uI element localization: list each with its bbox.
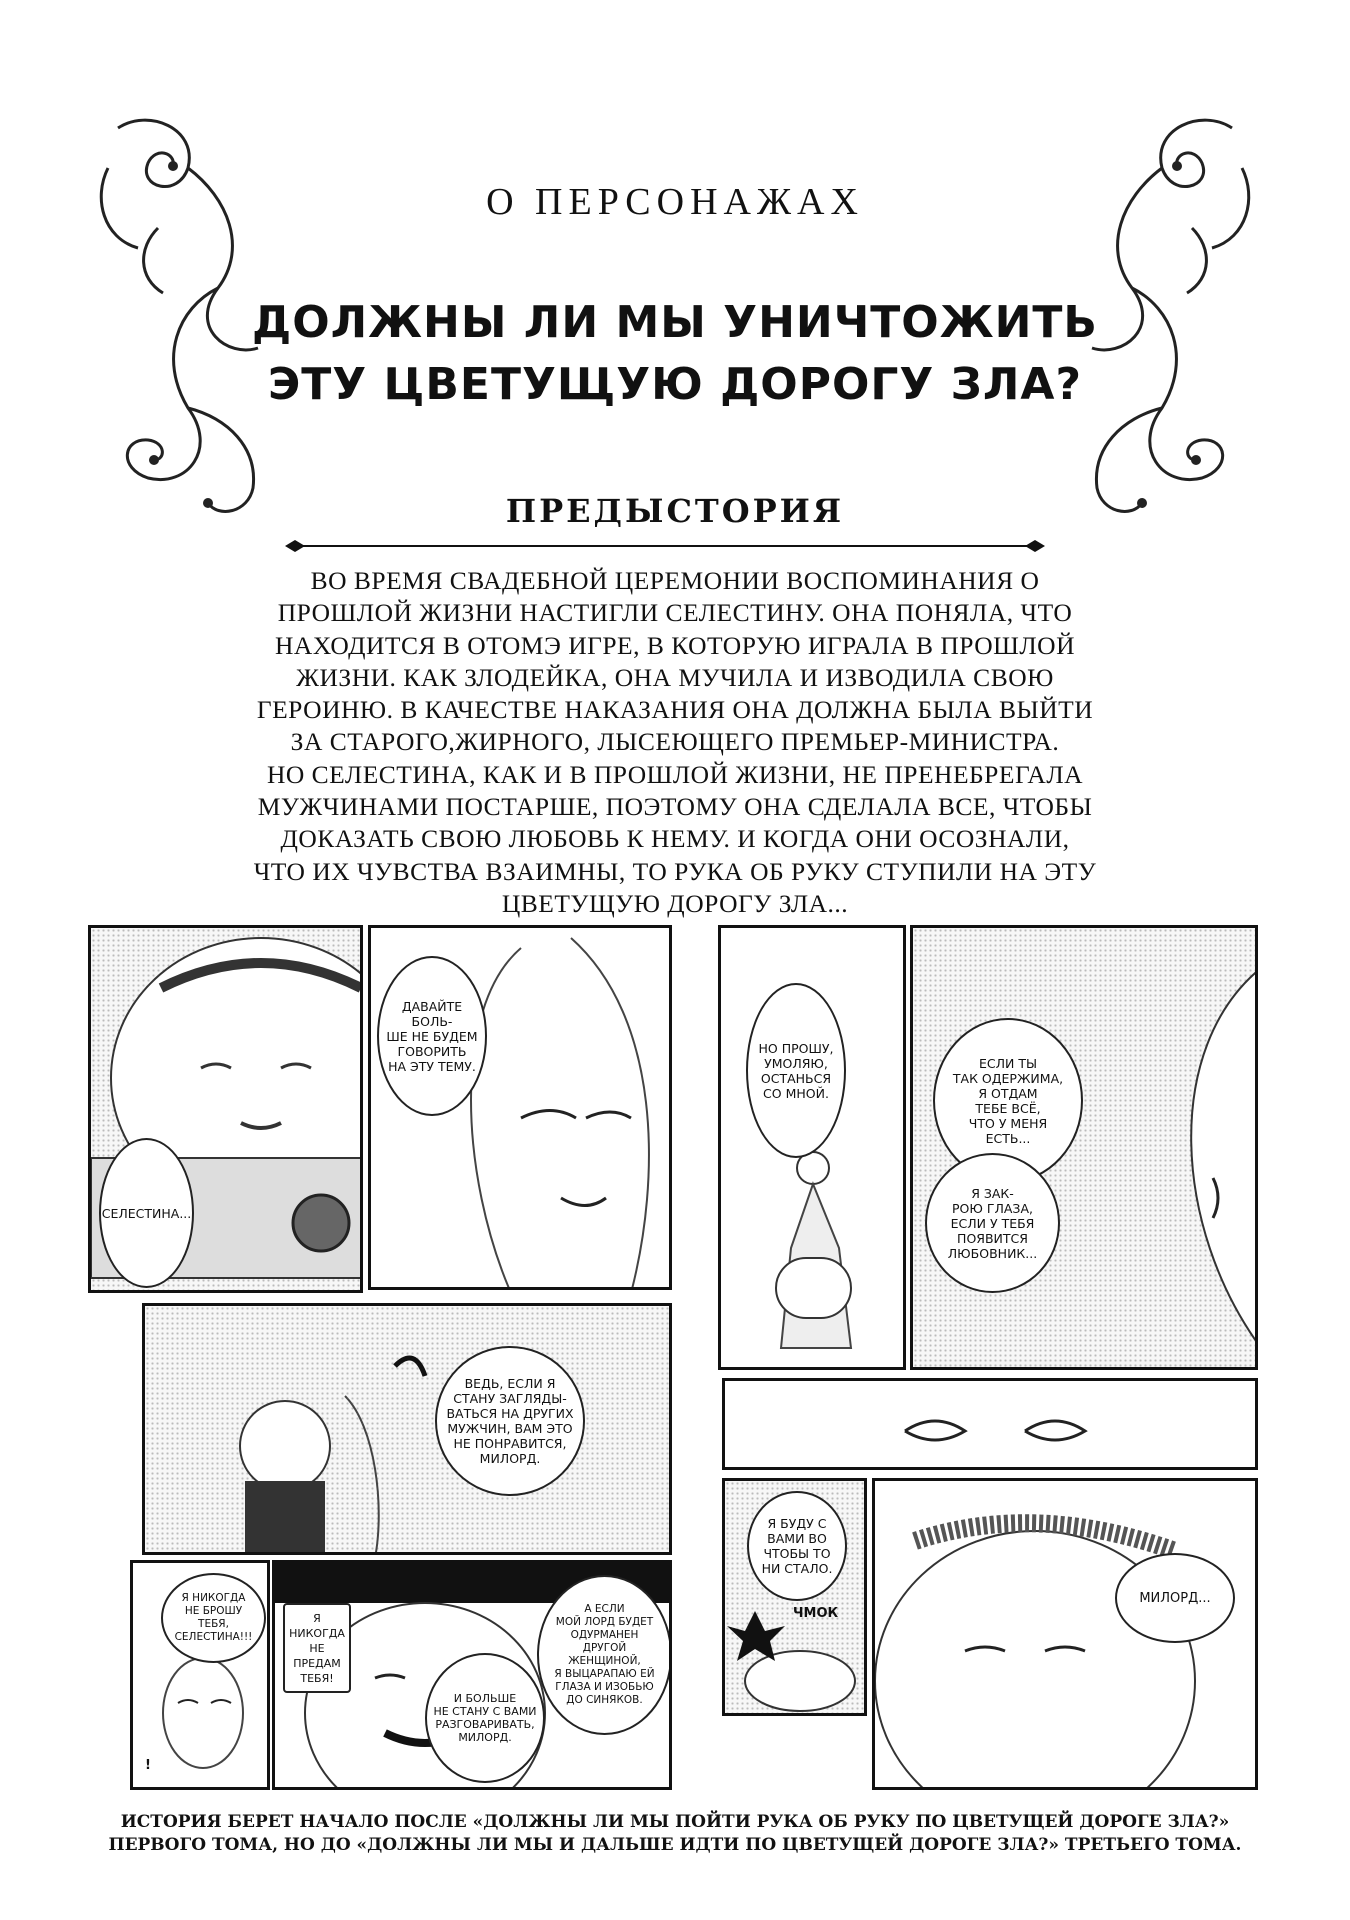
story-line: НО СЕЛЕСТИНА, КАК И В ПРОШЛОЙ ЖИЗНИ, НЕ ПРЕНЕБРЕГАЛА <box>266 759 1084 789</box>
speech-bubble-and-more: И БОЛЬШЕ НЕ СТАНУ С ВАМИ РАЗГОВАРИВАТЬ, МИЛОРД. <box>425 1653 545 1783</box>
story-line: ДОКАЗАТЬ СВОЮ ЛЮБОВЬ К НЕМУ. И КОГДА ОНИ ОСОЗНАЛИ, <box>280 824 1070 854</box>
story-line: НАХОДИТСЯ В ОТОМЭ ИГРЕ, В КОТОРУЮ ИГРАЛА В ПРОШЛОЙ <box>274 630 1076 660</box>
speech-bubble-never-leave: Я НИКОГДА НЕ БРОШУ ТЕБЯ, СЕЛЕСТИНА!!! <box>161 1573 266 1663</box>
story-line: ЗА СТАРОГО,ЖИРНОГО, ЛЫСЕЮЩЕГО ПРЕМЬЕР-МИНИСТРА. <box>290 727 1060 757</box>
story-summary <box>200 565 1150 920</box>
page-title <box>0 292 1350 416</box>
panel-art-dance <box>145 1306 672 1555</box>
story-line: ЖИЗНИ. КАК ЗЛОДЕЙКА, ОНА МУЧИЛА И ИЗВОДИЛА СВОЮ <box>296 662 1054 692</box>
speech-bubble-please-stay: НО ПРОШУ, УМОЛЯЮ, ОСТАНЬСЯ СО МНОЙ. <box>746 983 846 1158</box>
manga-panel-minister-vow <box>272 1560 672 1790</box>
title-line: ДОЛЖНЫ ЛИ МЫ УНИЧТОЖИТЬ <box>252 297 1098 348</box>
title-line: ЭТУ ЦВЕТУЩУЮ ДОРОГУ ЗЛА? <box>267 359 1083 410</box>
divider-line <box>285 538 1045 554</box>
footer-line: ПЕРВОГО ТОМА, НО ДО «ДОЛЖНЫ ЛИ МЫ И ДАЛЬШЕ ИДТИ ПО ЦВЕТУЩЕЙ ДОРОГЕ ЗЛА?» ТРЕТЬЕГО ТОМА. <box>108 1835 1242 1855</box>
speech-bubble-close-eyes: Я ЗАК- РОЮ ГЛАЗА, ЕСЛИ У ТЕБЯ ПОЯВИТСЯ ЛЮБОВНИК... <box>925 1153 1060 1293</box>
manga-panel-milord <box>872 1478 1258 1790</box>
speech-bubble-never-betray: Я НИКОГДА НЕ ПРЕДАМ ТЕБЯ! <box>283 1603 351 1693</box>
story-line: ПРОШЛОЙ ЖИЗНИ НАСТИГЛИ СЕЛЕСТИНУ. ОНА ПОНЯЛА, ЧТО <box>277 598 1073 628</box>
speech-bubble-other-men: ВЕДЬ, ЕСЛИ Я СТАНУ ЗАГЛЯДЫ- ВАТЬСЯ НА ДРУГИХ МУЖЧИН, ВАМ ЭТО НЕ ПОНРАВИТСЯ, МИЛОРД. <box>435 1346 585 1496</box>
speech-bubble-if-my-lord: А ЕСЛИ МОЙ ЛОРД БУДЕТ ОДУРМАНЕН ДРУГОЙ ЖЕНЩИНОЙ, Я ВЫЦАРАПАЮ ЕЙ ГЛАЗА И ИЗОБЬЮ ДО СИНЯКОВ. <box>537 1575 672 1735</box>
manga-panel-celestina-smile <box>368 925 672 1290</box>
speech-bubble-milord: МИЛОРД... <box>1115 1553 1235 1643</box>
manga-panel-kiss <box>722 1478 867 1716</box>
manga-panel-eyes <box>722 1378 1258 1470</box>
speech-bubble-lets-not-talk: ДАВАЙТЕ БОЛЬ- ШЕ НЕ БУДЕМ ГОВОРИТЬ НА ЭТУ ТЕМУ. <box>377 956 487 1116</box>
prehistory-title: ПРЕДЫСТОРИЯ <box>505 492 845 530</box>
manga-panel-standing-girl <box>718 925 906 1370</box>
speech-bubble-i-will-be: Я БУДУ С ВАМИ ВО ЧТОБЫ ТО НИ СТАЛО. <box>747 1491 847 1601</box>
story-line: МУЖЧИНАМИ ПОСТАРШЕ, ПОЭТОМУ ОНА СДЕЛАЛА ВСЕ, ЧТОБЫ <box>257 792 1093 822</box>
panel-art-eyes <box>725 1381 1258 1470</box>
story-line: ЦВЕТУЩУЮ ДОРОГУ ЗЛА... <box>501 888 849 918</box>
sfx-kiss-sound: ЧМОК <box>793 1606 839 1621</box>
story-line: ЧТО ИХ ЧУВСТВА ВЗАИМНЫ, ТО РУКА ОБ РУКУ СТУПИЛИ НА ЭТУ <box>253 856 1097 886</box>
manga-panel-celestina-small <box>130 1560 270 1790</box>
story-line: ВО ВРЕМЯ СВАДЕБНОЙ ЦЕРЕМОНИИ ВОСПОМИНАНИЯ О <box>310 566 1040 595</box>
exclaim-mark: ! <box>145 1758 151 1773</box>
manga-panel-minister-closeup <box>910 925 1258 1370</box>
footer-line: ИСТОРИЯ БЕРЕТ НАЧАЛО ПОСЛЕ «ДОЛЖНЫ ЛИ МЫ ПОЙТИ РУКА ОБ РУКУ ПО ЦВЕТУЩЕЙ ДОРОГЕ ЗЛА?» <box>120 1812 1230 1832</box>
footer-note <box>0 1811 1350 1857</box>
speech-bubble-celestina: СЕЛЕСТИНА... <box>99 1138 194 1288</box>
section-heading: О ПЕРСОНАЖАХ <box>486 181 864 223</box>
story-line: ГЕРОИНЮ. В КАЧЕСТВЕ НАКАЗАНИЯ ОНА ДОЛЖНА БЫЛА ВЫЙТИ <box>256 695 1094 725</box>
manga-panel-dance <box>142 1303 672 1555</box>
manga-panel-minister <box>88 925 363 1293</box>
speech-bubble-if-obsessed: ЕСЛИ ТЫ ТАК ОДЕРЖИМА, Я ОТДАМ ТЕБЕ ВСЁ, ЧТО У МЕНЯ ЕСТЬ... <box>933 1018 1083 1183</box>
